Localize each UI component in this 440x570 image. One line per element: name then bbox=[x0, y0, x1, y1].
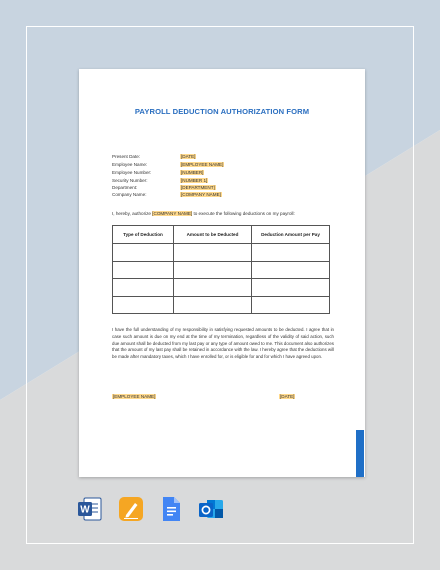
table-cell bbox=[252, 296, 330, 314]
signature-employee-name: [EMPLOYEE NAME] bbox=[113, 394, 156, 399]
table-cell bbox=[252, 244, 330, 262]
word-icon[interactable] bbox=[77, 496, 103, 522]
table-cell bbox=[252, 261, 330, 279]
table-cell bbox=[113, 261, 174, 279]
table-header-row bbox=[113, 226, 330, 244]
field-label-present-date: Present Date: bbox=[112, 154, 141, 159]
deductions-table bbox=[112, 225, 330, 314]
field-value-department: [DEPARTMENT] bbox=[181, 185, 215, 190]
pages-icon[interactable] bbox=[118, 496, 144, 522]
signature-date: [DATE] bbox=[280, 394, 295, 399]
table-row bbox=[113, 296, 330, 314]
field-label-employee-number: Employee Number: bbox=[112, 170, 152, 175]
field-label-company-name: Company Name: bbox=[112, 192, 147, 197]
document-page bbox=[79, 69, 365, 477]
form-title: PAYROLL DEDUCTION AUTHORIZATION FORM bbox=[134, 107, 310, 116]
svg-text:W: W bbox=[80, 504, 90, 516]
header-amount-to-be-deducted: Amount to be Deducted bbox=[174, 226, 252, 244]
outlook-icon[interactable] bbox=[198, 496, 224, 522]
authorize-prefix: I, hereby, authorize bbox=[112, 211, 151, 216]
table-cell bbox=[174, 244, 252, 262]
field-value-employee-name: [EMPLOYEE NAME] bbox=[181, 162, 224, 167]
field-label-employee-name: Employee Name: bbox=[112, 162, 148, 167]
table-cell bbox=[174, 279, 252, 297]
table-cell bbox=[113, 244, 174, 262]
authorize-company: [COMPANY NAME] bbox=[152, 211, 193, 216]
field-label-department: Department: bbox=[112, 185, 138, 190]
agreement-paragraph: I have the full understanding of my responsibility in satisfying requested amounts to be deducted. I agree that in case such amount is due on my end at the time of my termination, regardless of the validity of said action, such due amount shall be deducted from my last pay or any type of amount owed to me. This document also authorizes that the amount of my last pay shall be retained in accordance with the law. I hereby agree that the deductions will be made after mandatory taxes, which I have enrolled for, or is eligible for and for which I have agreed upon. bbox=[112, 327, 334, 360]
header-deduction-amount-per-pay: Deduction Amount per Pay bbox=[252, 226, 330, 244]
table-cell bbox=[174, 261, 252, 279]
table-cell bbox=[113, 296, 174, 314]
table-cell bbox=[174, 296, 252, 314]
table-row bbox=[113, 279, 330, 297]
google-docs-icon[interactable] bbox=[158, 496, 184, 522]
blue-accent-tab bbox=[356, 430, 364, 477]
field-value-security-number: [NUMBER 1] bbox=[181, 178, 208, 183]
header-type-of-deduction: Type of Deduction bbox=[113, 226, 174, 244]
table-cell bbox=[113, 279, 174, 297]
authorization-statement bbox=[112, 211, 295, 216]
field-value-employee-number: [NUMBER] bbox=[181, 170, 204, 175]
field-value-present-date: [DATE] bbox=[181, 154, 196, 159]
field-value-company-name: [COMPANY NAME] bbox=[181, 192, 221, 197]
authorize-suffix: to execute the following deductions on my payroll: bbox=[193, 211, 295, 216]
table-row bbox=[113, 244, 330, 262]
table-row bbox=[113, 261, 330, 279]
table-cell bbox=[252, 279, 330, 297]
field-label-security-number: Security Number: bbox=[112, 178, 148, 183]
